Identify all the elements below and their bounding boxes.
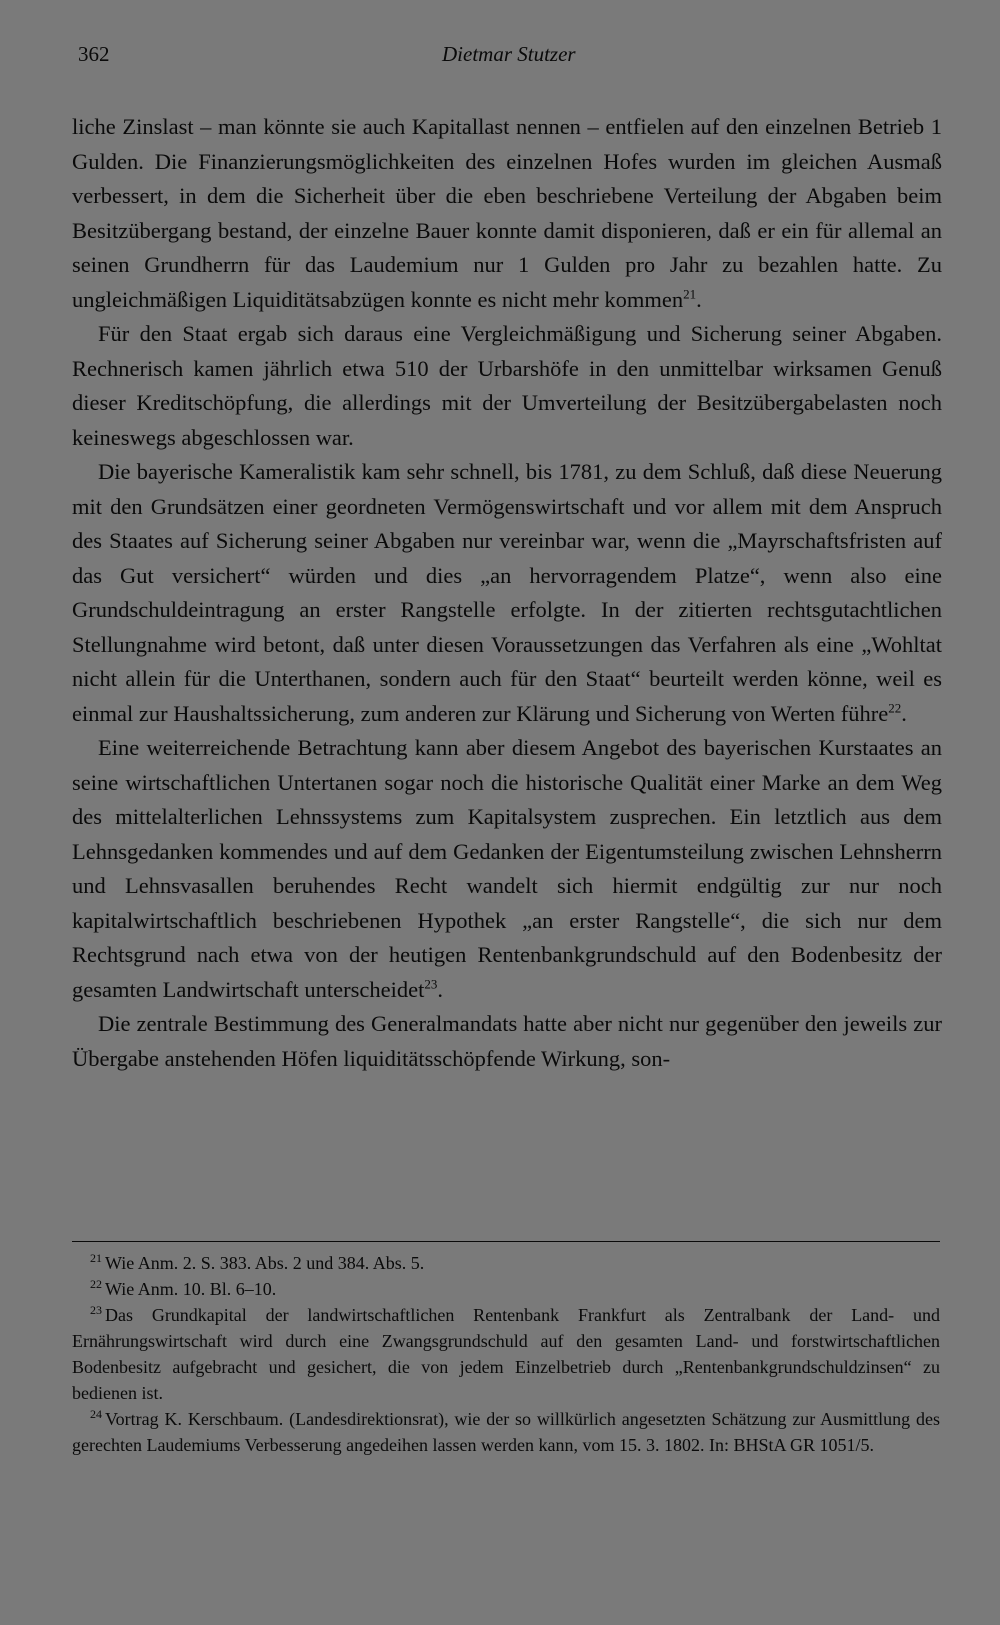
- paragraph: [72, 317, 942, 455]
- running-title-author: Dietmar Stutzer: [442, 42, 576, 66]
- paragraph-text: Eine weiterreichende Betrachtung kann aber diesem Angebot des bayerischen Kurstaates an seine wirtschaftlichen Untertanen sogar noch die historische Qualität einer Marke an dem Weg des mittelalterlichen Lehnssystems zum Kapitalsystem zusprechen. Ein letztlich aus dem Lehnsgedanken kommendes und auf dem Gedanken der Eigentumsteilung zwischen Lehnsherrn und Lehnsvasallen beruhendes Recht wandelt sich hiermit endgültig zur nur noch kapitalwirtschaftlich beschriebenen Hypothek „an erster Rangstelle“, die sich nur dem Rechtsgrund nach etwa von der heutigen Rentenbankgrundschuld auf den Bodenbesitz der gesamten Landwirtschaft unterscheidet: [72, 735, 942, 1002]
- paragraph: [72, 455, 942, 731]
- footnote-ref: 21: [683, 286, 697, 301]
- footnote-ref: 22: [888, 700, 902, 715]
- paragraph-text: Die zentrale Bestimmung des Generalmandats hatte aber nicht nur gegenüber den jeweils zur Übergabe anstehenden Höfen liquiditätsschöpfende Wirkung, son-: [72, 1011, 942, 1071]
- footnote-divider: [72, 1241, 940, 1242]
- book-page: [72, 42, 942, 1602]
- footnote-text: Wie Anm. 10. Bl. 6–10.: [105, 1279, 277, 1299]
- footnote: [72, 1406, 940, 1458]
- page-number: 362: [78, 42, 110, 66]
- footnotes: [72, 1250, 940, 1458]
- footnote-text: Vortrag K. Kerschbaum. (Landesdirektionsrat), wie der so willkürlich angesetzten Schätzung zur Ausmittlung des gerechten Laudemiums Verbesserung angedeihen lassen werden kann, vom 15. 3. 1802. In: BHStA GR 1051/5.: [72, 1409, 940, 1455]
- footnote-number: 24: [90, 1407, 102, 1421]
- paragraph-text: Die bayerische Kameralistik kam sehr schnell, bis 1781, zu dem Schluß, daß diese Neuerung mit den Grundsätzen einer geordneten Vermögenswirtschaft und vor allem mit dem Anspruch des Staates auf Sicherung seiner Abgaben nur vereinbar war, wenn die „Mayrschaftsfristen auf das Gut versichert“ würden und dies „an hervorragendem Platze“, wenn also eine Grundschuldeintragung an erster Rangstelle erfolgte. In der zitierten rechtsgutachtlichen Stellungnahme wird betont, daß unter diesen Voraussetzungen das Verfahren als eine „Wohltat nicht allein für die Unterthanen, sondern auch für den Staat“ beurteilt werden könne, weil es einmal zur Haushaltssicherung, zum anderen zur Klärung und Sicherung von Werten führe: [72, 459, 942, 726]
- body-text: [72, 110, 942, 1076]
- footnote: [72, 1250, 940, 1276]
- footnote-number: 22: [90, 1277, 102, 1291]
- paragraph-tail: .: [901, 700, 907, 726]
- paragraph: [72, 1007, 942, 1076]
- footnote-text: Das Grundkapital der landwirtschaftlichen Rentenbank Frankfurt als Zentralbank der Land- und Ernährungswirtschaft wird durch eine Zwangsgrundschuld auf den gesamten Land- und forstwirtschaftlichen Bodenbesitz aufgebracht und gesichert, die von jedem Einzelbetrieb durch „Rentenbankgrundschuldzinsen“ zu bedienen ist.: [72, 1305, 940, 1403]
- paragraph-text: Für den Staat ergab sich daraus eine Vergleichmäßigung und Sicherung seiner Abgaben. Rechnerisch kamen jährlich etwa 510 der Urbarshöfe in den unmittelbar wirksamen Genuß dieser Kreditschöpfung, die allerdings mit der Umverteilung der Besitzübergabelasten noch keineswegs abgeschlossen war.: [72, 321, 942, 450]
- footnote-number: 21: [90, 1251, 102, 1265]
- paragraph-tail: .: [696, 286, 702, 312]
- paragraph: [72, 110, 942, 317]
- paragraph: [72, 731, 942, 1007]
- paragraph-text: liche Zinslast – man könnte sie auch Kapitallast nennen – entfielen auf den einzelnen Betrieb 1 Gulden. Die Finanzierungsmöglichkeiten des einzelnen Hofes wurden im gleichen Ausmaß verbessert, in dem die Sicherheit über die eben beschriebene Verteilung der Abgaben beim Besitzübergang bestand, der einzelne Bauer konnte damit disponieren, daß er ein für allemal an seinen Grundherrn für das Laudemium nur 1 Gulden pro Jahr zu bezahlen hatte. Zu ungleichmäßigen Liquiditätsabzügen konnte es nicht mehr kommen: [72, 114, 942, 312]
- paragraph-tail: .: [437, 976, 443, 1002]
- footnote-number: 23: [90, 1303, 102, 1317]
- footnote: [72, 1302, 940, 1406]
- footnote: [72, 1276, 940, 1302]
- footnote-text: Wie Anm. 2. S. 383. Abs. 2 und 384. Abs. 5.: [105, 1253, 425, 1273]
- footnote-ref: 23: [424, 976, 438, 991]
- running-head: [72, 42, 942, 72]
